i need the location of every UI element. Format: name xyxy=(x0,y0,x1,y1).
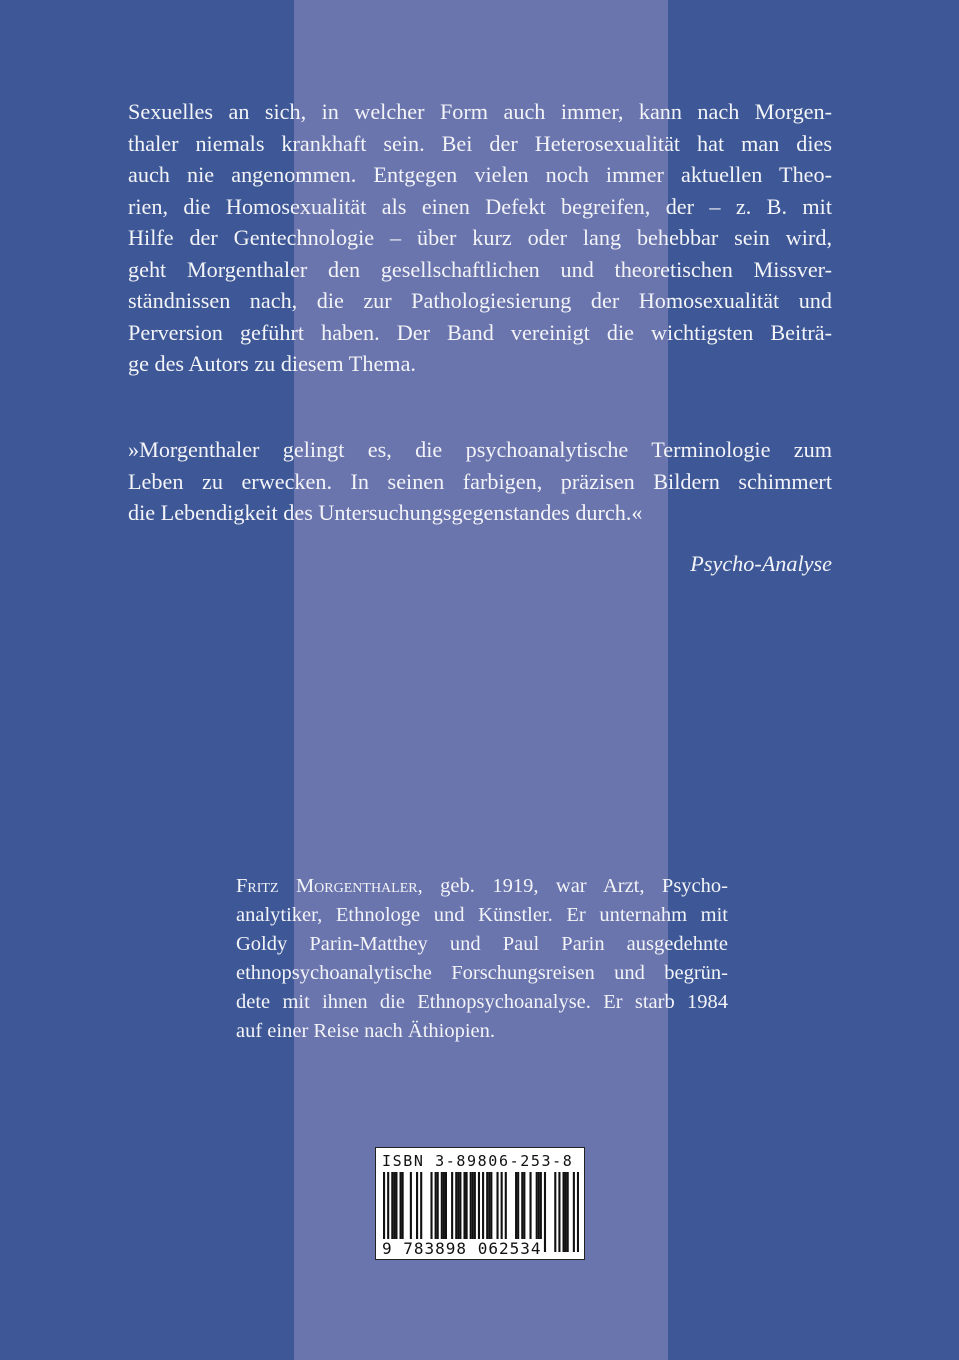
isbn-barcode xyxy=(375,1147,585,1260)
author-name: Fritz Morgenthaler xyxy=(236,875,418,897)
blurb-line: ständnissen nach, die zur Pathologiesierung der Homosexualität und xyxy=(128,288,832,313)
quote-line: Leben zu erwecken. In seinen farbigen, präzisen Bildern schimmert xyxy=(128,468,832,494)
barcode-bar xyxy=(544,1172,546,1252)
quote-line: die Lebendigkeit des Untersuchungsgegenstandes durch.« xyxy=(128,500,643,525)
blurb-paragraph xyxy=(128,96,832,380)
author-bio-line: analytiker, Ethnologe und Künstler. Er unternahm mit xyxy=(236,904,728,926)
barcode-bar xyxy=(567,1172,569,1252)
author-bio-line: Fritz Morgenthaler, geb. 1919, war Arzt, Psycho- xyxy=(236,875,728,897)
blurb-line: rien, die Homosexualität als einen Defekt begreifen, der – z. B. mit xyxy=(128,193,832,219)
author-bio xyxy=(236,872,728,1046)
blurb-line: auch nie angenommen. Entgegen vielen noch immer aktuellen Theo- xyxy=(128,162,832,187)
blurb-line: Sexuelles an sich, in welcher Form auch immer, kann nach Morgen- xyxy=(128,99,832,124)
blurb-line: Hilfe der Gentechnologie – über kurz oder lang behebbar sein wird, xyxy=(128,225,832,250)
barcode-bar xyxy=(573,1172,575,1252)
quote-source: Psycho-Analyse xyxy=(690,551,832,576)
blurb-line: thaler niemals krankhaft sein. Bei der Heterosexualität hat man dies xyxy=(128,130,832,156)
blurb-line: ge des Autors zu diesem Thema. xyxy=(128,351,416,376)
ean-number: 9 783898 062534 xyxy=(382,1239,542,1258)
author-bio-line: dete mit ihnen die Ethnopsychoanalyse. Er starb 1984 xyxy=(236,991,728,1013)
blurb-line: Perversion geführt haben. Der Band vereinigt die wichtigsten Beiträ- xyxy=(128,319,832,345)
author-bio-line: Goldy Parin-Matthey und Paul Parin ausgedehnte xyxy=(236,933,728,955)
barcode-bar xyxy=(577,1172,579,1252)
barcode-bar xyxy=(565,1172,567,1252)
blurb-line: geht Morgenthaler den gesellschaftlichen und theoretischen Missver- xyxy=(128,256,832,282)
review-quote xyxy=(128,434,832,529)
barcode-bar xyxy=(558,1172,560,1252)
barcode-bar xyxy=(554,1172,556,1252)
isbn-number: ISBN 3-89806-253-8 xyxy=(382,1152,574,1170)
author-bio-line: auf einer Reise nach Äthiopien. xyxy=(236,1020,496,1042)
quote-line: »Morgenthaler gelingt es, die psychoanalytische Terminologie zum xyxy=(128,437,832,462)
barcode-bar xyxy=(562,1172,564,1252)
author-bio-line: ethnopsychoanalytische Forschungsreisen und begrün- xyxy=(236,962,728,984)
